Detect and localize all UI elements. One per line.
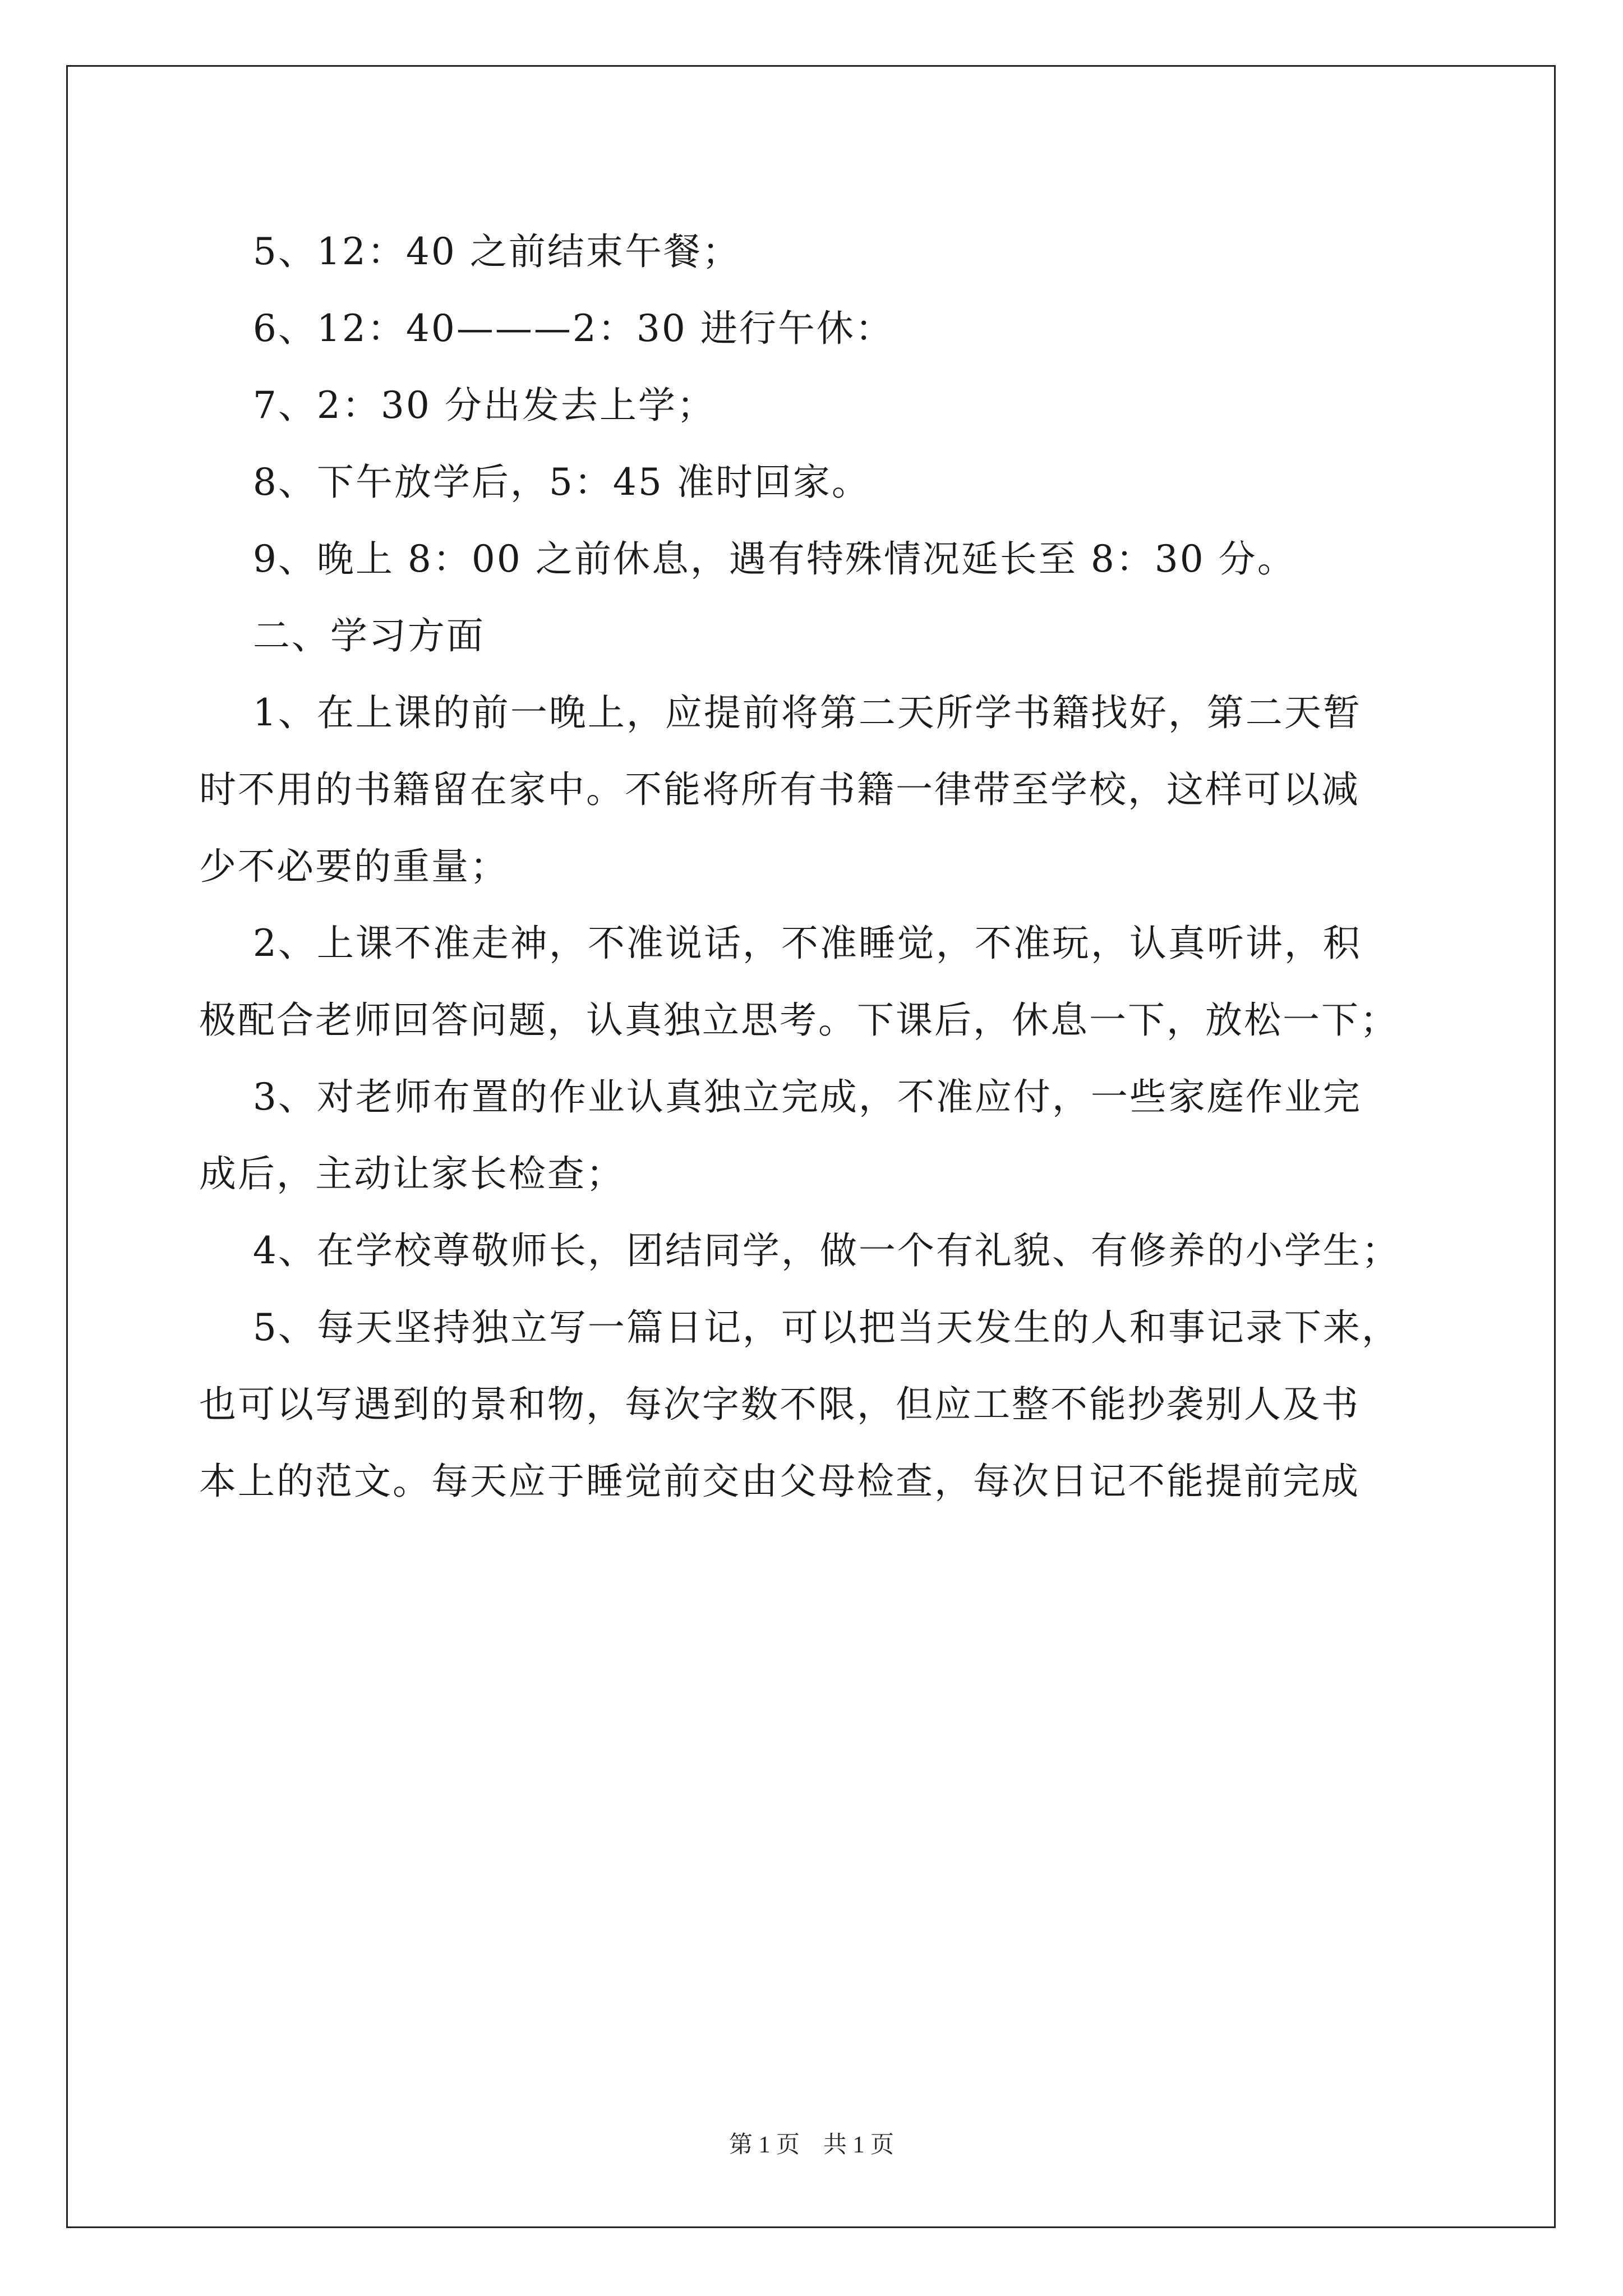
text-line: 2、上课不准走神，不准说话，不准睡觉，不准玩，认真听讲，积 <box>199 922 1362 965</box>
text-line: 1、在上课的前一晚上，应提前将第二天所学书籍找好，第二天暂 <box>199 691 1362 734</box>
page-number-footer: 第 1 页 共 1 页 <box>728 2132 894 2158</box>
text-line: 成后，主动让家长检查； <box>199 1152 625 1195</box>
text-line: 少不必要的重量； <box>199 845 509 888</box>
section-heading: 二、学习方面 <box>199 614 485 657</box>
text-line: 9、晚上 8：00 之前休息，遇有特殊情况延长至 8：30 分。 <box>199 537 1296 581</box>
text-line: 5、每天坚持独立写一篇日记，可以把当天发生的人和事记录下来， <box>199 1306 1400 1349</box>
document-body <box>199 213 1422 1520</box>
text-line: 时不用的书籍留在家中。不能将所有书籍一律带至学校，这样可以减 <box>199 768 1360 811</box>
text-line: 5、12：40 之前结束午餐； <box>199 230 741 273</box>
text-line: 也可以写遇到的景和物，每次字数不限，但应工整不能抄袭别人及书 <box>199 1383 1360 1426</box>
text-line: 6、12：40———2：30 进行午休： <box>199 307 894 350</box>
text-line: 4、在学校尊敬师长，团结同学，做一个有礼貌、有修养的小学生； <box>199 1229 1400 1272</box>
text-line: 7、2：30 分出发去上学； <box>199 384 716 427</box>
text-line: 本上的范文。每天应于睡觉前交由父母检查，每次日记不能提前完成 <box>199 1460 1360 1503</box>
text-line: 极配合老师回答问题，认真独立思考。下课后，休息一下，放松一下； <box>199 999 1399 1042</box>
text-line: 3、对老师布置的作业认真独立完成，不准应付，一些家庭作业完 <box>199 1075 1362 1119</box>
text-line: 8、下午放学后，5：45 准时回家。 <box>199 461 870 504</box>
